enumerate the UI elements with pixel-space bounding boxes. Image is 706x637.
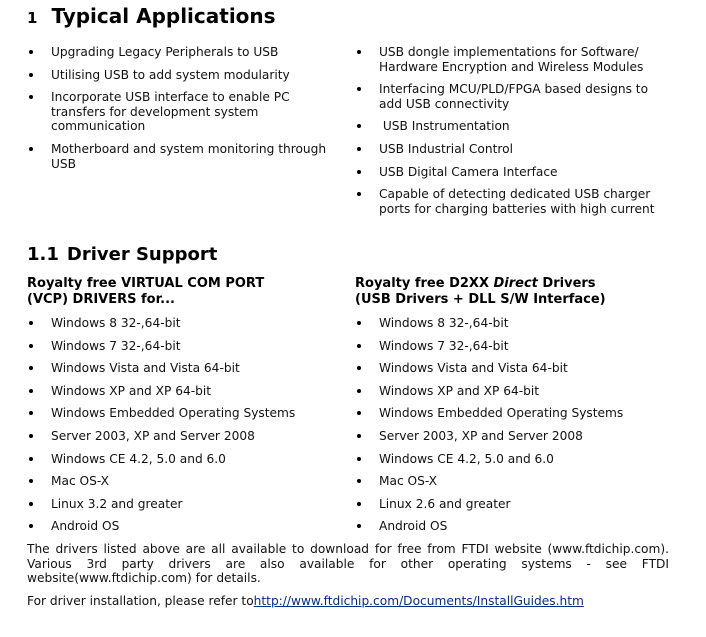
d2xx-os-list [355, 316, 665, 534]
list-item: Windows 8 32-,64-bit [27, 316, 337, 331]
list-item: Windows Vista and Vista 64-bit [27, 361, 337, 376]
list-item: Mac OS-X [355, 474, 665, 489]
list-item: Motherboard and system monitoring through USB [27, 142, 337, 171]
d2xx-heading-line1: Royalty free D2XX Direct Drivers [355, 276, 596, 291]
list-item: Windows CE 4.2, 5.0 and 6.0 [355, 452, 665, 467]
list-item: Windows Embedded Operating Systems [355, 406, 665, 421]
d2xx-heading-line2: (USB Drivers + DLL S/W Interface) [355, 292, 606, 307]
list-item: Android OS [355, 519, 665, 534]
list-item: USB Digital Camera Interface [355, 165, 665, 180]
direct-emphasis: Direct [493, 276, 538, 291]
section-number: 1 [27, 9, 38, 27]
drivers-note-paragraph: The drivers listed above are all available to download for free from FTDI website (www.ftdichip.com). Various 3rd party drivers are also available for other operating systems - see FTDI website(www.ftdichip.com) for details. [27, 542, 669, 586]
list-item: Windows XP and XP 64-bit [355, 384, 665, 399]
vcp-os-list [27, 316, 337, 534]
section-heading-typical-applications [27, 4, 276, 30]
section-title: Typical Applications [51, 4, 276, 28]
vcp-heading-line2: (VCP) DRIVERS for... [27, 292, 175, 307]
list-item: Windows 8 32-,64-bit [355, 316, 665, 331]
list-item: Server 2003, XP and Server 2008 [355, 429, 665, 444]
list-item: Capable of detecting dedicated USB charger ports for charging batteries with high current [355, 187, 665, 216]
list-item: USB dongle implementations for Software/ Hardware Encryption and Wireless Modules [355, 45, 665, 74]
list-item: Utilising USB to add system modularity [27, 68, 337, 83]
install-prefix: For driver installation, please refer to [27, 594, 254, 608]
list-item: USB Industrial Control [355, 142, 665, 157]
list-item: Windows CE 4.2, 5.0 and 6.0 [27, 452, 337, 467]
list-item: Windows 7 32-,64-bit [27, 339, 337, 354]
list-item: Windows Vista and Vista 64-bit [355, 361, 665, 376]
d2xx-drivers-heading [355, 276, 675, 308]
list-item: Upgrading Legacy Peripherals to USB [27, 45, 337, 60]
applications-list-right [355, 45, 665, 216]
install-guides-link[interactable]: http://www.ftdichip.com/Documents/InstallGuides.htm [253, 594, 584, 608]
section-number: 1.1 [27, 244, 59, 265]
section-heading-driver-support [27, 244, 217, 266]
list-item: Linux 2.6 and greater [355, 497, 665, 512]
list-item: Android OS [27, 519, 337, 534]
list-item: Windows XP and XP 64-bit [27, 384, 337, 399]
list-item: USB Instrumentation [355, 119, 665, 134]
list-item: Windows Embedded Operating Systems [27, 406, 337, 421]
list-item: Server 2003, XP and Server 2008 [27, 429, 337, 444]
list-item: Mac OS-X [27, 474, 337, 489]
section-title: Driver Support [66, 244, 218, 265]
list-item: Linux 3.2 and greater [27, 497, 337, 512]
applications-list-left [27, 45, 337, 171]
list-item: Windows 7 32-,64-bit [355, 339, 665, 354]
vcp-heading-line1: Royalty free VIRTUAL COM PORT [27, 276, 265, 291]
list-item: Incorporate USB interface to enable PC transfers for development system communication [27, 90, 337, 134]
list-item: Interfacing MCU/PLD/FPGA based designs to add USB connectivity [355, 82, 665, 111]
install-guide-line [27, 594, 669, 609]
vcp-drivers-heading [27, 276, 347, 308]
